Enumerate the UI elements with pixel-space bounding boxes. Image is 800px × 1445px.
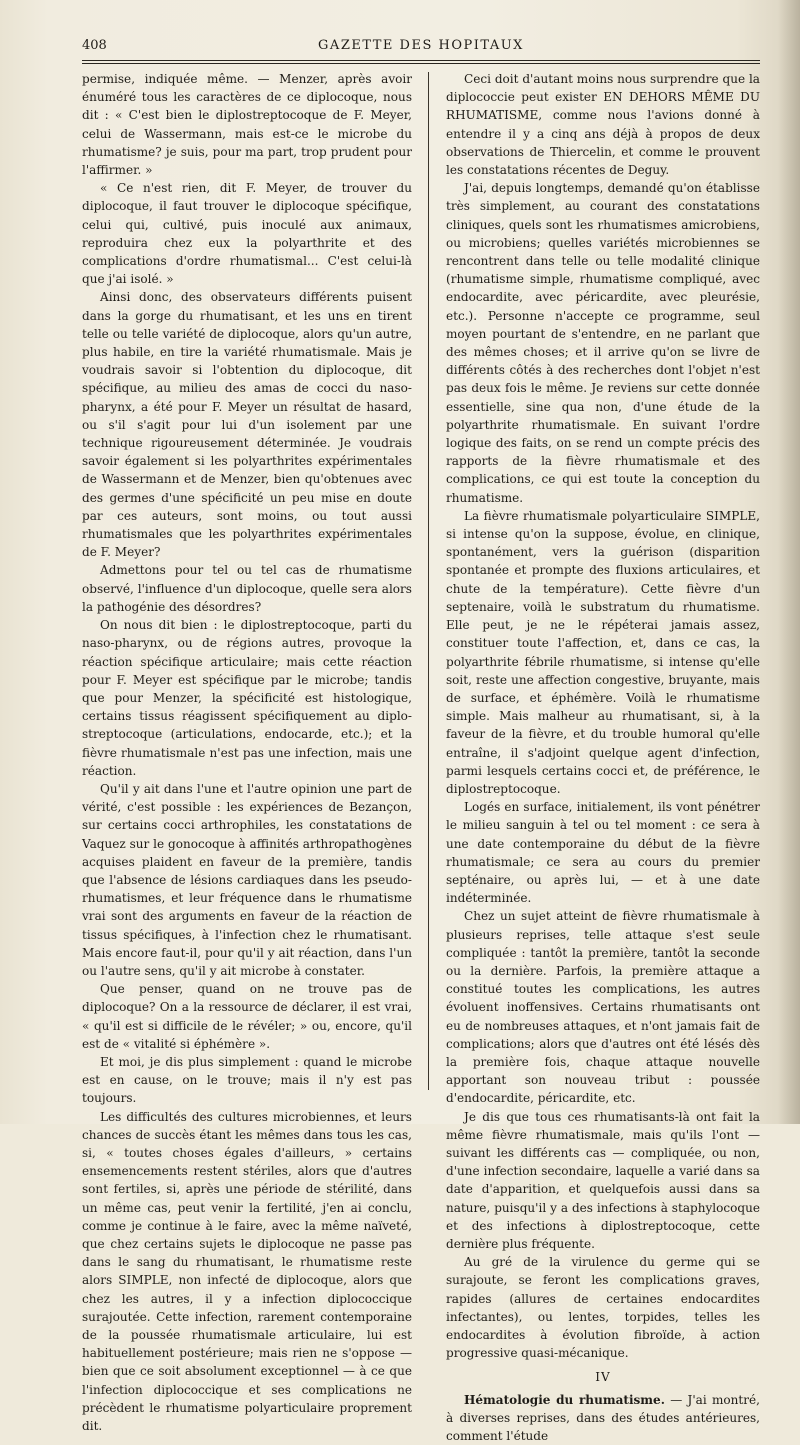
paragraph: Qu'il y ait dans l'une et l'autre opinion une part de vérité, c'est possible : les expériences de Bezançon, sur certains cocci arthrophiles, les constatations de Vaquez sur le gonocoque à affinités arthropathogènes acquises plaident en faveur de la première, tandis que l'absence de lésions cardiaques dans les pseudo-rhumatismes, et leur fréquence dans le rhumatisme vrai sont des arguments en faveur de la réaction de tissus spécifiques, à l'infection chez le rhumatisant. Mais encore faut-il, pour qu'il y ait réaction, dans l'un ou l'autre sens, qu'il y ait microbe à constater.	[82, 781, 412, 978]
paragraph: Et moi, je dis plus simplement : quand le microbe est en cause, on le trouve; mais il n'y est pas toujours.	[82, 1054, 412, 1106]
paragraph: « Ce n'est rien, dit F. Meyer, de trouver du diplocoque, il faut trouver le diplocoque spécifique, celui qui, cultivé, puis inoculé aux animaux, reproduira chez eux la polyarthrite et des complications d'ordre rhumatismal... C'est celui-là que j'ai isolé. »	[82, 181, 412, 287]
header-rule	[82, 60, 760, 61]
page-number: 408	[82, 38, 107, 53]
paragraph: Je dis que tous ces rhumatisants-là ont fait la même fièvre rhumatismale, mais qu'ils l'ont — suivant les différents cas — compliquée, ou non, d'une infection secondaire, laquelle a varié dans sa date d'apparition, et quelquefois aussi dans sa nature, puisqu'il y a des infections à staphylocoque et des infections à diplostreptocoque, cette dernière plus fréquente.	[446, 1109, 760, 1251]
column-divider	[428, 72, 429, 1090]
left-column	[82, 70, 412, 1435]
paragraph: permise, indiquée même. — Menzer, après avoir énuméré tous les caractères de ce diplocoque, nous dit : « C'est bien le diplostreptocoque de F. Meyer, celui de Wassermann, mais est-ce le microbe du rhumatisme? je suis, pour ma part, trop prudent pour l'affirmer. »	[82, 72, 412, 178]
paragraph: J'ai, depuis longtemps, demandé qu'on établisse très simplement, au courant des constatations cliniques, quels sont les rhumatismes amicrobiens, ou microbiens; quelles variétés microbiennes se rencontrent dans telle ou telle modalité clinique (rhumatisme simple, rhumatisme compliqué, avec endocardite, avec péricardite, avec pleurésie, etc.). Personne n'accepte ce programme, seul moyen pourtant de s'entendre, en ne parlant que des mêmes choses; et il arrive qu'on se livre de différents côtés à des recherches dont l'objet n'est pas deux fois le même. Je reviens sur cette donnée essentielle, sine qua non, d'une étude de la polyarthrite rhumatismale. En suivant l'ordre logique des faits, on se rend un compte précis des rapports de la fièvre rhumatismale et des complications, ce qui est toute la conception du rhumatisme.	[446, 181, 760, 505]
paragraph: Admettons pour tel ou tel cas de rhumatisme observé, l'influence d'un diplocoque, quelle sera alors la pathogénie des désordres?	[82, 563, 412, 614]
section-paragraph	[446, 1391, 760, 1445]
page-edge-shadow	[778, 0, 800, 1124]
paragraph: Ainsi donc, des observateurs différents puisent dans la gorge du rhumatisant, et les uns en tirent telle ou telle variété de diplocoque, alors qu'un autre, plus habile, en tire la variété rhumatismale. Mais je voudrais savoir si l'obtention du diplocoque, dit spécifique, au milieu des amas de cocci du naso-pharynx, a été pour F. Meyer un résultat de hasard, ou s'il s'agit pour lui d'un isolement par une technique rigoureusement déterminée. Je voudrais savoir également si les polyarthrites expérimentales de Wassermann et de Menzer, bien qu'obtenues avec des germes d'une spécificité un peu mise en doute par ces auteurs, sont moins, ou tout aussi rhumatismales que les polyarthrites expérimentales de F. Meyer?	[82, 290, 412, 560]
paragraph: La fièvre rhumatismale polyarticulaire SIMPLE, si intense qu'on la suppose, évolue, en clinique, spontanément, vers la guérison (disparition spontanée et prompte des fluxions articulaires, et chute de la température). Cette fièvre d'un septenaire, voilà le substratum du rhumatisme. Elle peut, je ne le répéterai jamais assez, constituer toute l'affection, et, dans ce cas, la polyarthrite fébrile rhumatisme, si intense qu'elle soit, reste une affection congestive, bruyante, mais de surface, et éphémère. Voilà le rhumatisme simple. Mais malheur au rhumatisant, si, à la faveur de la fièvre, et du trouble humoral qu'elle entraîne, il s'adjoint quelque agent d'infection, parmi lesquels certains cocci et, de préférence, le diplostreptocoque.	[446, 508, 760, 796]
paragraph: Chez un sujet atteint de fièvre rhumatismale à plusieurs reprises, telle attaque s'est seule compliquée : tantôt la première, tantôt la seconde ou la dernière. Parfois, la première attaque a constitué toutes les complications, les autres évoluent inoffensives. Certains rhumatisants ont eu de nombreuses attaques, et n'ont jamais fait de complications; alors que d'autres ont été lésés dès la première fois, chaque attaque nouvelle apportant son nouveau tribut : poussée d'endocardite, péricardite, etc.	[446, 909, 760, 1106]
paragraph: Ceci doit d'autant moins nous surprendre que la diplococcie peut exister EN DEHORS MÊME DU RHUMATISME, comme nous l'avions donné à entendre il y a cinq ans déjà à propos de deux observations de Thiercelin, et comme le prouvent les constatations récentes de Deguy.	[446, 72, 760, 178]
header-rule-secondary	[82, 63, 760, 64]
paragraph: Les difficultés des cultures microbiennes, et leurs chances de succès étant les mêmes dans tous les cas, si, « toutes choses égales d'ailleurs, » certains ensemencements restent stériles, alors que d'autres sont fertiles, si, après une période de stérilité, dans un même cas, peut venir la fertilité, j'en ai conclu, comme je continue à le faire, avec la même naïveté, que chez certains sujets le diplocoque ne passe pas dans le sang du rhumatisant, le rhumatisme reste alors SIMPLE, non infecté de diplocoque, alors que chez les autres, il y a infection diplococcique surajoutée. Cette infection, rarement contemporaine de la poussée rhumatismale articulaire, lui est habituellement postérieure; mais rien ne s'oppose — bien que ce soit absolument exceptionnel — à ce que l'infection diplococcique et ses complications ne précèdent le rhumatisme polyarticulaire proprement dit.	[82, 1109, 412, 1434]
paragraph: On nous dit bien : le diplostreptocoque, parti du naso-pharynx, ou de régions autres, provoque la réaction spécifique articulaire; mais cette réaction pour F. Meyer est spécifique par le microbe; tandis que pour Menzer, la spécificité est histologique, certains tissus réagissent spécifiquement au diplo-streptocoque (articulations, endocarde, etc.); et la fièvre rhumatismale n'est pas une infection, mais une réaction.	[82, 618, 412, 778]
section-title: Hématologie du rhumatisme.	[464, 1392, 665, 1407]
paragraph: Que penser, quand on ne trouve pas de diplocoque? On a la ressource de déclarer, il est vrai, « qu'il est si difficile de le révéler; » ou, encore, qu'il est de « vitalité si éphémère ».	[82, 982, 412, 1051]
section-heading: IV	[595, 1370, 611, 1385]
section-text: — J'ai montré, à diverses reprises, dans des études antérieures, comment l'étude	[446, 1392, 760, 1444]
right-column	[446, 70, 760, 1445]
page-header	[82, 38, 760, 60]
paragraph: Au gré de la virulence du germe qui se surajoute, se feront les complications graves, rapides (allures de certaines endocardites infectantes), ou lentes, torpides, telles les endocardites à évolution fibroïde, à action progressive quasi-mécanique.	[446, 1255, 760, 1361]
paragraph: Logés en surface, initialement, ils vont pénétrer le milieu sanguin à tel ou tel moment : ce sera à une date contemporaine du début de la fièvre rhumatismale; ce sera au cours du premier septénaire, ou après lui, — et à une date indéterminée.	[446, 800, 760, 906]
journal-title: GAZETTE DES HOPITAUX	[318, 38, 524, 53]
